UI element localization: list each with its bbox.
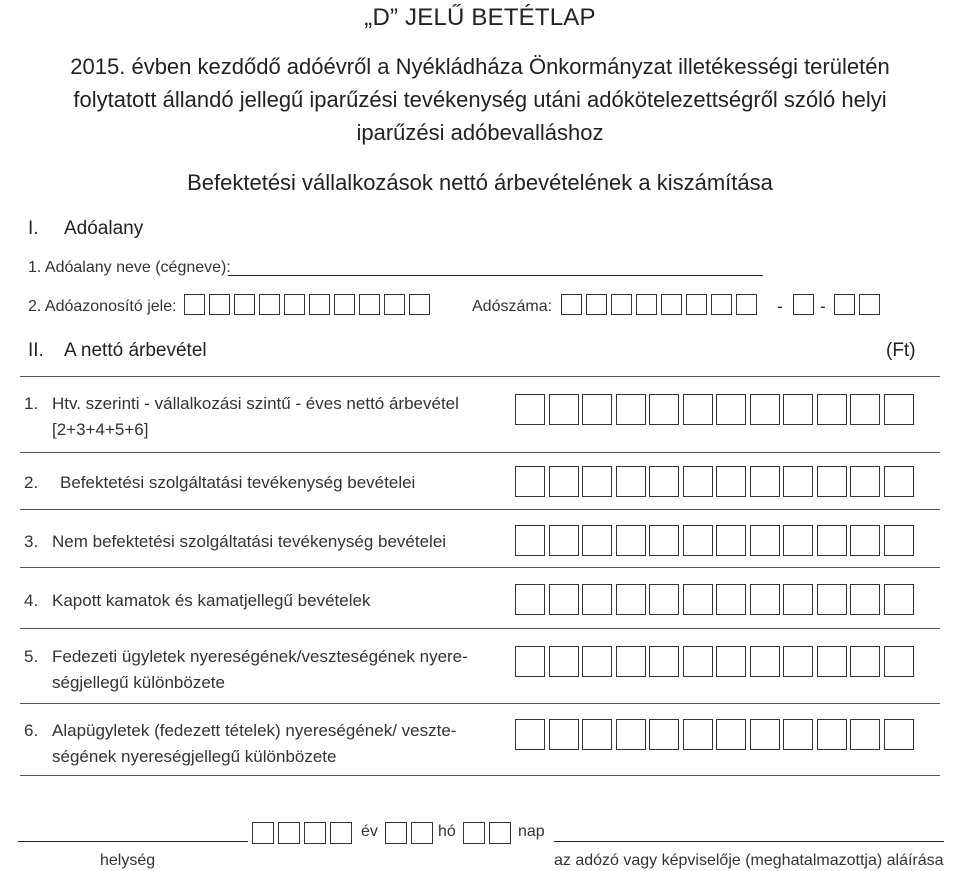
divider: [20, 452, 940, 453]
dash-2: -: [820, 297, 826, 316]
divider: [20, 567, 940, 568]
signature-field[interactable]: [554, 830, 944, 842]
row-4-label: Kapott kamatok és kamatjellegű bevételek: [52, 591, 371, 610]
day-boxes[interactable]: [463, 822, 511, 844]
divider: [20, 628, 940, 629]
row-1-label: Htv. szerinti - vállalkozási szintű - éves nettó árbevétel [2+3+4+5+6]: [52, 394, 459, 439]
form-subtitle: 2015. évben kezdődő adóévről a Nyékládháza Önkormányzat illetékességi területén folytatott állandó jellegű iparűzési tevékenység utáni adókötelezettségről szóló helyi iparűzési adóbevalláshoz: [70, 54, 890, 145]
row-6-number: 6.: [24, 721, 39, 740]
section-1-title: Adóalany: [64, 218, 144, 239]
row-4-number: 4.: [24, 591, 39, 610]
tax-id-label: 2. Adóazonosító jele:: [28, 298, 177, 315]
row-3-number: 3.: [24, 532, 39, 551]
year-label: év: [361, 823, 378, 840]
row-4-amount-boxes[interactable]: [515, 584, 914, 615]
taxpayer-name-label: 1. Adóalany neve (cégneve):: [28, 259, 231, 276]
place-label: helység: [100, 852, 156, 869]
day-label: nap: [518, 823, 545, 840]
row-5-label: Fedezeti ügyletek nyereségének/veszteségének nyere-ségjellegű különbözete: [52, 647, 468, 692]
month-boxes[interactable]: [385, 822, 433, 844]
section-2-title: A nettó árbevétel: [64, 340, 207, 361]
row-2-number: 2.: [24, 473, 39, 492]
tax-number-vat-box[interactable]: [793, 294, 814, 315]
year-boxes[interactable]: [252, 822, 352, 844]
signature-label: az adózó vagy képviselője (meghatalmazottja) aláírása: [554, 852, 944, 869]
section-1-number: I.: [28, 218, 39, 239]
tax-number-label: Adószáma:: [472, 298, 553, 315]
row-2-label: Befektetési szolgáltatási tevékenység bevételei: [60, 473, 416, 492]
row-6-label: Alapügyletek (fedezett tételek) nyereségének/ veszte-ségének nyereségjellegű különbözete: [52, 721, 457, 766]
divider: [20, 775, 940, 776]
section-2-number: II.: [28, 340, 44, 361]
form-title: „D” JELŰ BETÉTLAP: [364, 4, 596, 31]
taxpayer-name-field[interactable]: [228, 256, 763, 276]
row-2-amount-boxes[interactable]: [515, 466, 914, 497]
row-5-amount-boxes[interactable]: [515, 646, 914, 677]
divider: [20, 509, 940, 510]
tax-number-county-boxes[interactable]: [834, 294, 880, 315]
row-1-number: 1.: [24, 394, 39, 413]
place-field[interactable]: [18, 830, 248, 842]
unit-label: (Ft): [886, 340, 916, 361]
tax-id-boxes[interactable]: [184, 294, 430, 315]
row-3-amount-boxes[interactable]: [515, 525, 914, 556]
divider: [20, 376, 940, 377]
month-label: hó: [438, 823, 456, 840]
row-6-amount-boxes[interactable]: [515, 719, 914, 750]
divider: [20, 703, 940, 704]
dash-1: -: [777, 297, 783, 316]
row-5-number: 5.: [24, 647, 39, 666]
section-heading: Befektetési vállalkozások nettó árbevételének a kiszámítása: [187, 170, 773, 195]
row-3-label: Nem befektetési szolgáltatási tevékenység bevételei: [52, 532, 447, 551]
row-1-amount-boxes[interactable]: [515, 394, 914, 425]
tax-number-boxes[interactable]: [561, 294, 757, 315]
